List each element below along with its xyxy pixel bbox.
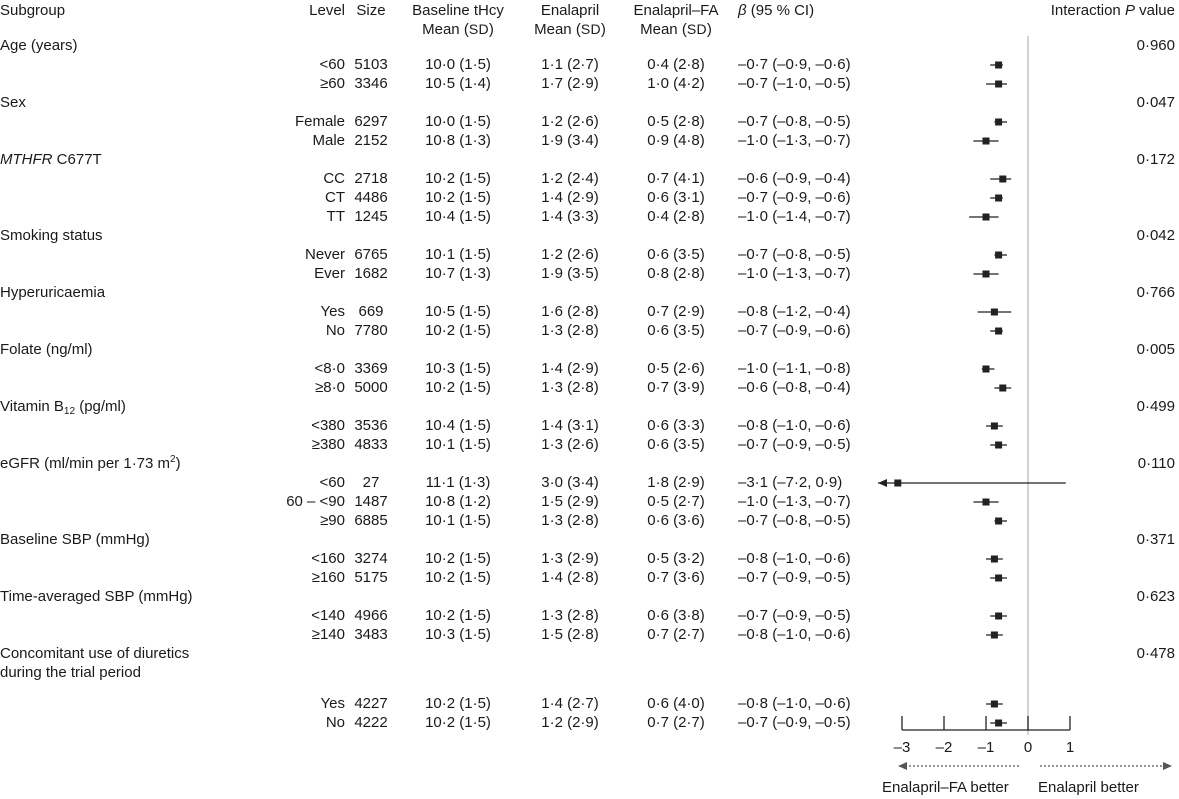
point-estimate bbox=[991, 309, 998, 316]
baseline-cell: 10·0 (1·5) bbox=[425, 113, 491, 130]
header-ci: (95 % CI) bbox=[746, 2, 815, 19]
size-cell: 27 bbox=[362, 474, 380, 491]
size-cell: 1487 bbox=[354, 493, 388, 510]
size-cell: 4833 bbox=[354, 436, 388, 453]
header-baseline-close: ) bbox=[488, 21, 494, 38]
enalapril-fa-cell: 1·8 (2·9) bbox=[647, 474, 705, 491]
beta-ci-cell: –0·6 (–0·8, –0·4) bbox=[738, 379, 851, 396]
header-enalapril-close: ) bbox=[600, 21, 606, 38]
baseline-cell: 11·1 (1·3) bbox=[425, 474, 491, 491]
baseline-cell: 10·2 (1·5) bbox=[425, 550, 491, 567]
enalapril-fa-cell: 0·6 (3·5) bbox=[647, 436, 705, 453]
enalapril-cell: 1·3 (2·8) bbox=[541, 607, 599, 624]
enalapril-cell: 1·4 (2·7) bbox=[541, 695, 599, 712]
size-cell: 6765 bbox=[354, 246, 388, 263]
group-label-italic: MTHFR bbox=[0, 151, 53, 168]
beta-ci-cell: –1·0 (–1·4, –0·7) bbox=[738, 208, 851, 225]
size-cell: 5000 bbox=[354, 379, 388, 396]
point-estimate bbox=[983, 499, 990, 506]
enalapril-fa-cell: 0·9 (4·8) bbox=[647, 132, 705, 149]
level-cell: <60 bbox=[319, 56, 345, 73]
enalapril-cell: 3·0 (3·4) bbox=[541, 474, 599, 491]
beta-ci-cell: –0·8 (–1·0, –0·6) bbox=[738, 417, 851, 434]
x-tick-label: –2 bbox=[935, 739, 953, 756]
enalapril-cell: 1·3 (2·6) bbox=[541, 436, 599, 453]
interaction-p-value: 0·766 bbox=[1136, 284, 1175, 301]
group-label-text: Time-averaged SBP (mmHg) bbox=[0, 588, 193, 605]
group-label-text: Folate (ng/ml) bbox=[0, 341, 93, 358]
baseline-cell: 10·3 (1·5) bbox=[425, 360, 491, 377]
header-baseline-line1: Baseline tHcy bbox=[412, 2, 504, 19]
level-cell: ≥140 bbox=[311, 626, 345, 643]
beta-ci-cell: –0·6 (–0·9, –0·4) bbox=[738, 170, 851, 187]
point-estimate bbox=[999, 385, 1006, 392]
level-cell: 60 – <90 bbox=[286, 493, 345, 510]
header-enalapril-fa-line1: Enalapril–FA bbox=[633, 2, 719, 19]
header-subgroup: Subgroup bbox=[0, 2, 66, 19]
level-cell: Yes bbox=[320, 303, 345, 320]
beta-ci-cell: –0·7 (–0·9, –0·5) bbox=[738, 436, 851, 453]
enalapril-fa-cell: 1·0 (4·2) bbox=[647, 75, 705, 92]
enalapril-fa-cell: 0·6 (3·1) bbox=[647, 189, 705, 206]
size-cell: 3369 bbox=[354, 360, 388, 377]
arrow-label-left: Enalapril–FA better bbox=[882, 779, 1009, 796]
beta-ci-cell: –0·7 (–0·9, –0·6) bbox=[738, 322, 851, 339]
size-cell: 2152 bbox=[354, 132, 388, 149]
beta-ci-cell: –0·8 (–1·0, –0·6) bbox=[738, 695, 851, 712]
level-cell: CT bbox=[325, 189, 345, 206]
header-enalapril-fa-close: ) bbox=[706, 21, 712, 38]
x-tick-label: –1 bbox=[977, 739, 995, 756]
group-label-sub: 12 bbox=[63, 406, 76, 417]
point-estimate bbox=[983, 138, 990, 145]
header-baseline-line2: Mean ( bbox=[422, 21, 469, 38]
beta-ci-cell: –1·0 (–1·1, –0·8) bbox=[738, 360, 851, 377]
beta-ci-cell: –0·7 (–0·8, –0·5) bbox=[738, 113, 851, 130]
header-beta: β bbox=[738, 2, 747, 19]
baseline-cell: 10·2 (1·5) bbox=[425, 714, 491, 731]
beta-ci-cell: –1·0 (–1·3, –0·7) bbox=[738, 265, 851, 282]
interaction-p-value: 0·047 bbox=[1136, 94, 1175, 111]
group-label-text: eGFR (ml/min per 1·73 m bbox=[0, 455, 171, 472]
level-cell: <160 bbox=[311, 550, 345, 567]
size-cell: 3274 bbox=[354, 550, 388, 567]
enalapril-cell: 1·7 (2·9) bbox=[541, 75, 599, 92]
baseline-cell: 10·1 (1·5) bbox=[425, 436, 491, 453]
size-cell: 5103 bbox=[354, 56, 388, 73]
group-label-text: Age (years) bbox=[0, 37, 78, 54]
beta-ci-cell: –0·7 (–0·9, –0·5) bbox=[738, 714, 851, 731]
interaction-p-value: 0·371 bbox=[1136, 531, 1175, 548]
arrow-left-head bbox=[898, 762, 907, 770]
point-estimate bbox=[995, 328, 1002, 335]
enalapril-cell: 1·2 (2·6) bbox=[541, 113, 599, 130]
ci-arrow-left bbox=[878, 479, 887, 487]
header-enalapril-line2: Mean ( bbox=[534, 21, 581, 38]
size-cell: 4222 bbox=[354, 714, 388, 731]
enalapril-cell: 1·4 (3·1) bbox=[541, 417, 599, 434]
baseline-cell: 10·2 (1·5) bbox=[425, 607, 491, 624]
size-cell: 4227 bbox=[354, 695, 388, 712]
enalapril-fa-cell: 0·5 (3·2) bbox=[647, 550, 705, 567]
baseline-cell: 10·0 (1·5) bbox=[425, 56, 491, 73]
interaction-p-value: 0·110 bbox=[1137, 455, 1175, 472]
point-estimate bbox=[995, 575, 1002, 582]
baseline-cell: 10·1 (1·5) bbox=[425, 512, 491, 529]
level-cell: <60 bbox=[319, 474, 345, 491]
point-estimate bbox=[991, 632, 998, 639]
size-cell: 4966 bbox=[354, 607, 388, 624]
header-enalapril-fa-line2: Mean ( bbox=[640, 21, 687, 38]
interaction-p-value: 0·478 bbox=[1136, 645, 1175, 662]
enalapril-cell: 1·3 (2·9) bbox=[541, 550, 599, 567]
point-estimate bbox=[995, 62, 1002, 69]
level-cell: <8·0 bbox=[314, 360, 345, 377]
size-cell: 7780 bbox=[354, 322, 388, 339]
baseline-cell: 10·8 (1·3) bbox=[425, 132, 491, 149]
interaction-p-value: 0·499 bbox=[1136, 398, 1175, 415]
beta-ci-cell: –0·7 (–0·8, –0·5) bbox=[738, 512, 851, 529]
baseline-cell: 10·7 (1·3) bbox=[425, 265, 491, 282]
arrow-right-head bbox=[1163, 762, 1172, 770]
beta-ci-cell: –3·1 (–7·2, 0·9) bbox=[738, 474, 843, 491]
baseline-cell: 10·5 (1·5) bbox=[425, 303, 491, 320]
beta-ci-cell: –0·7 (–0·8, –0·5) bbox=[738, 246, 851, 263]
level-cell: Ever bbox=[314, 265, 345, 282]
group-label-text: Hyperuricaemia bbox=[0, 284, 106, 301]
level-cell: Female bbox=[294, 113, 345, 130]
group-label-text: Sex bbox=[0, 94, 26, 111]
header-interaction-p-italic: P bbox=[1124, 2, 1135, 19]
level-cell: TT bbox=[326, 208, 345, 225]
enalapril-fa-cell: 0·6 (3·3) bbox=[647, 417, 705, 434]
baseline-cell: 10·1 (1·5) bbox=[425, 246, 491, 263]
beta-ci-cell: –0·7 (–0·9, –0·5) bbox=[738, 607, 851, 624]
baseline-cell: 10·8 (1·2) bbox=[425, 493, 491, 510]
point-estimate bbox=[983, 214, 990, 221]
enalapril-fa-cell: 0·6 (3·6) bbox=[647, 512, 705, 529]
size-cell: 3346 bbox=[354, 75, 388, 92]
level-cell: ≥380 bbox=[311, 436, 345, 453]
size-cell: 1682 bbox=[354, 265, 388, 282]
enalapril-fa-cell: 0·7 (4·1) bbox=[647, 170, 705, 187]
beta-ci-cell: –0·7 (–1·0, –0·5) bbox=[738, 75, 851, 92]
size-cell: 6885 bbox=[354, 512, 388, 529]
enalapril-fa-cell: 0·7 (3·9) bbox=[647, 379, 705, 396]
enalapril-fa-cell: 0·4 (2·8) bbox=[647, 56, 705, 73]
level-cell: Male bbox=[312, 132, 345, 149]
baseline-cell: 10·5 (1·4) bbox=[425, 75, 491, 92]
beta-ci-cell: –1·0 (–1·3, –0·7) bbox=[738, 132, 851, 149]
enalapril-fa-cell: 0·5 (2·7) bbox=[647, 493, 705, 510]
header-baseline-sd: SD bbox=[468, 21, 489, 37]
baseline-cell: 10·2 (1·5) bbox=[425, 569, 491, 586]
enalapril-cell: 1·3 (2·8) bbox=[541, 512, 599, 529]
baseline-cell: 10·2 (1·5) bbox=[425, 170, 491, 187]
level-cell: <380 bbox=[311, 417, 345, 434]
size-cell: 1245 bbox=[354, 208, 388, 225]
x-tick-label: –3 bbox=[893, 739, 911, 756]
point-estimate bbox=[995, 720, 1002, 727]
point-estimate bbox=[995, 81, 1002, 88]
header-interaction-value: value bbox=[1134, 2, 1175, 19]
level-cell: No bbox=[325, 714, 345, 731]
x-tick-label: 1 bbox=[1065, 739, 1075, 756]
beta-ci-cell: –0·8 (–1·0, –0·6) bbox=[738, 550, 851, 567]
enalapril-cell: 1·2 (2·9) bbox=[541, 714, 599, 731]
enalapril-fa-cell: 0·7 (2·7) bbox=[647, 714, 705, 731]
point-estimate bbox=[995, 195, 1002, 202]
enalapril-cell: 1·2 (2·6) bbox=[541, 246, 599, 263]
header-enalapril-sd: SD bbox=[580, 21, 601, 37]
enalapril-cell: 1·5 (2·9) bbox=[541, 493, 599, 510]
level-cell: <140 bbox=[311, 607, 345, 624]
level-cell: ≥8·0 bbox=[315, 379, 345, 396]
level-cell: ≥60 bbox=[320, 75, 345, 92]
baseline-cell: 10·3 (1·5) bbox=[425, 626, 491, 643]
interaction-p-value: 0·172 bbox=[1136, 151, 1175, 168]
point-estimate bbox=[991, 701, 998, 708]
level-cell: Yes bbox=[320, 695, 345, 712]
enalapril-cell: 1·9 (3·4) bbox=[541, 132, 599, 149]
enalapril-cell: 1·9 (3·5) bbox=[541, 265, 599, 282]
point-estimate bbox=[995, 252, 1002, 259]
group-label-text: Baseline SBP (mmHg) bbox=[0, 531, 150, 548]
enalapril-fa-cell: 0·4 (2·8) bbox=[647, 208, 705, 225]
group-label-tail: ) bbox=[175, 455, 181, 472]
header-interaction: Interaction bbox=[1050, 2, 1125, 19]
enalapril-fa-cell: 0·7 (2·7) bbox=[647, 626, 705, 643]
beta-ci-cell: –0·8 (–1·2, –0·4) bbox=[738, 303, 851, 320]
group-label-text: Smoking status bbox=[0, 227, 103, 244]
enalapril-cell: 1·2 (2·4) bbox=[541, 170, 599, 187]
beta-ci-cell: –1·0 (–1·3, –0·7) bbox=[738, 493, 851, 510]
enalapril-cell: 1·4 (3·3) bbox=[541, 208, 599, 225]
beta-ci-cell: –0·7 (–0·9, –0·6) bbox=[738, 189, 851, 206]
level-cell: CC bbox=[323, 170, 345, 187]
beta-ci-cell: –0·7 (–0·9, –0·5) bbox=[738, 569, 851, 586]
size-cell: 669 bbox=[358, 303, 384, 320]
baseline-cell: 10·2 (1·5) bbox=[425, 695, 491, 712]
point-estimate bbox=[995, 442, 1002, 449]
baseline-cell: 10·4 (1·5) bbox=[425, 417, 491, 434]
interaction-p-value: 0·623 bbox=[1136, 588, 1175, 605]
enalapril-cell: 1·3 (2·8) bbox=[541, 322, 599, 339]
header-level: Level bbox=[309, 2, 345, 19]
size-cell: 3483 bbox=[354, 626, 388, 643]
enalapril-cell: 1·4 (2·8) bbox=[541, 569, 599, 586]
group-label-text: C677T bbox=[56, 151, 102, 168]
point-estimate bbox=[894, 480, 901, 487]
level-cell: No bbox=[325, 322, 345, 339]
beta-ci-cell: –0·8 (–1·0, –0·6) bbox=[738, 626, 851, 643]
group-label-text: Concomitant use of diuretics bbox=[0, 645, 190, 662]
beta-ci-cell: –0·7 (–0·9, –0·6) bbox=[738, 56, 851, 73]
arrow-label-right: Enalapril better bbox=[1038, 779, 1139, 796]
interaction-p-value: 0·960 bbox=[1136, 37, 1175, 54]
size-cell: 5175 bbox=[354, 569, 388, 586]
enalapril-fa-cell: 0·5 (2·6) bbox=[647, 360, 705, 377]
enalapril-fa-cell: 0·6 (3·5) bbox=[647, 246, 705, 263]
point-estimate bbox=[983, 271, 990, 278]
group-label-line2: during the trial period bbox=[0, 664, 141, 681]
point-estimate bbox=[999, 176, 1006, 183]
size-cell: 3536 bbox=[354, 417, 388, 434]
enalapril-fa-cell: 0·6 (3·8) bbox=[647, 607, 705, 624]
enalapril-fa-cell: 0·7 (2·9) bbox=[647, 303, 705, 320]
enalapril-fa-cell: 0·7 (3·6) bbox=[647, 569, 705, 586]
enalapril-cell: 1·4 (2·9) bbox=[541, 360, 599, 377]
point-estimate bbox=[995, 613, 1002, 620]
group-label-sup: 2 bbox=[170, 454, 176, 465]
enalapril-fa-cell: 0·8 (2·8) bbox=[647, 265, 705, 282]
enalapril-fa-cell: 0·6 (3·5) bbox=[647, 322, 705, 339]
point-estimate bbox=[995, 518, 1002, 525]
enalapril-fa-cell: 0·6 (4·0) bbox=[647, 695, 705, 712]
size-cell: 6297 bbox=[354, 113, 388, 130]
header-size: Size bbox=[356, 2, 386, 19]
size-cell: 4486 bbox=[354, 189, 388, 206]
header-enalapril-line1: Enalapril bbox=[540, 2, 600, 19]
size-cell: 2718 bbox=[354, 170, 388, 187]
point-estimate bbox=[983, 366, 990, 373]
baseline-cell: 10·2 (1·5) bbox=[425, 322, 491, 339]
enalapril-cell: 1·3 (2·8) bbox=[541, 379, 599, 396]
baseline-cell: 10·2 (1·5) bbox=[425, 379, 491, 396]
x-tick-label: 0 bbox=[1023, 739, 1033, 756]
point-estimate bbox=[995, 119, 1002, 126]
baseline-cell: 10·2 (1·5) bbox=[425, 189, 491, 206]
level-cell: ≥90 bbox=[320, 512, 345, 529]
level-cell: Never bbox=[304, 246, 345, 263]
enalapril-fa-cell: 0·5 (2·8) bbox=[647, 113, 705, 130]
interaction-p-value: 0·042 bbox=[1136, 227, 1175, 244]
group-label-tail: (pg/ml) bbox=[75, 398, 126, 415]
baseline-cell: 10·4 (1·5) bbox=[425, 208, 491, 225]
level-cell: ≥160 bbox=[311, 569, 345, 586]
enalapril-cell: 1·1 (2·7) bbox=[541, 56, 599, 73]
enalapril-cell: 1·5 (2·8) bbox=[541, 626, 599, 643]
group-label-text: Vitamin B bbox=[0, 398, 64, 415]
interaction-p-value: 0·005 bbox=[1136, 341, 1175, 358]
header-enalapril-fa-sd: SD bbox=[686, 21, 707, 37]
enalapril-cell: 1·4 (2·9) bbox=[541, 189, 599, 206]
enalapril-cell: 1·6 (2·8) bbox=[541, 303, 599, 320]
point-estimate bbox=[991, 556, 998, 563]
point-estimate bbox=[991, 423, 998, 430]
